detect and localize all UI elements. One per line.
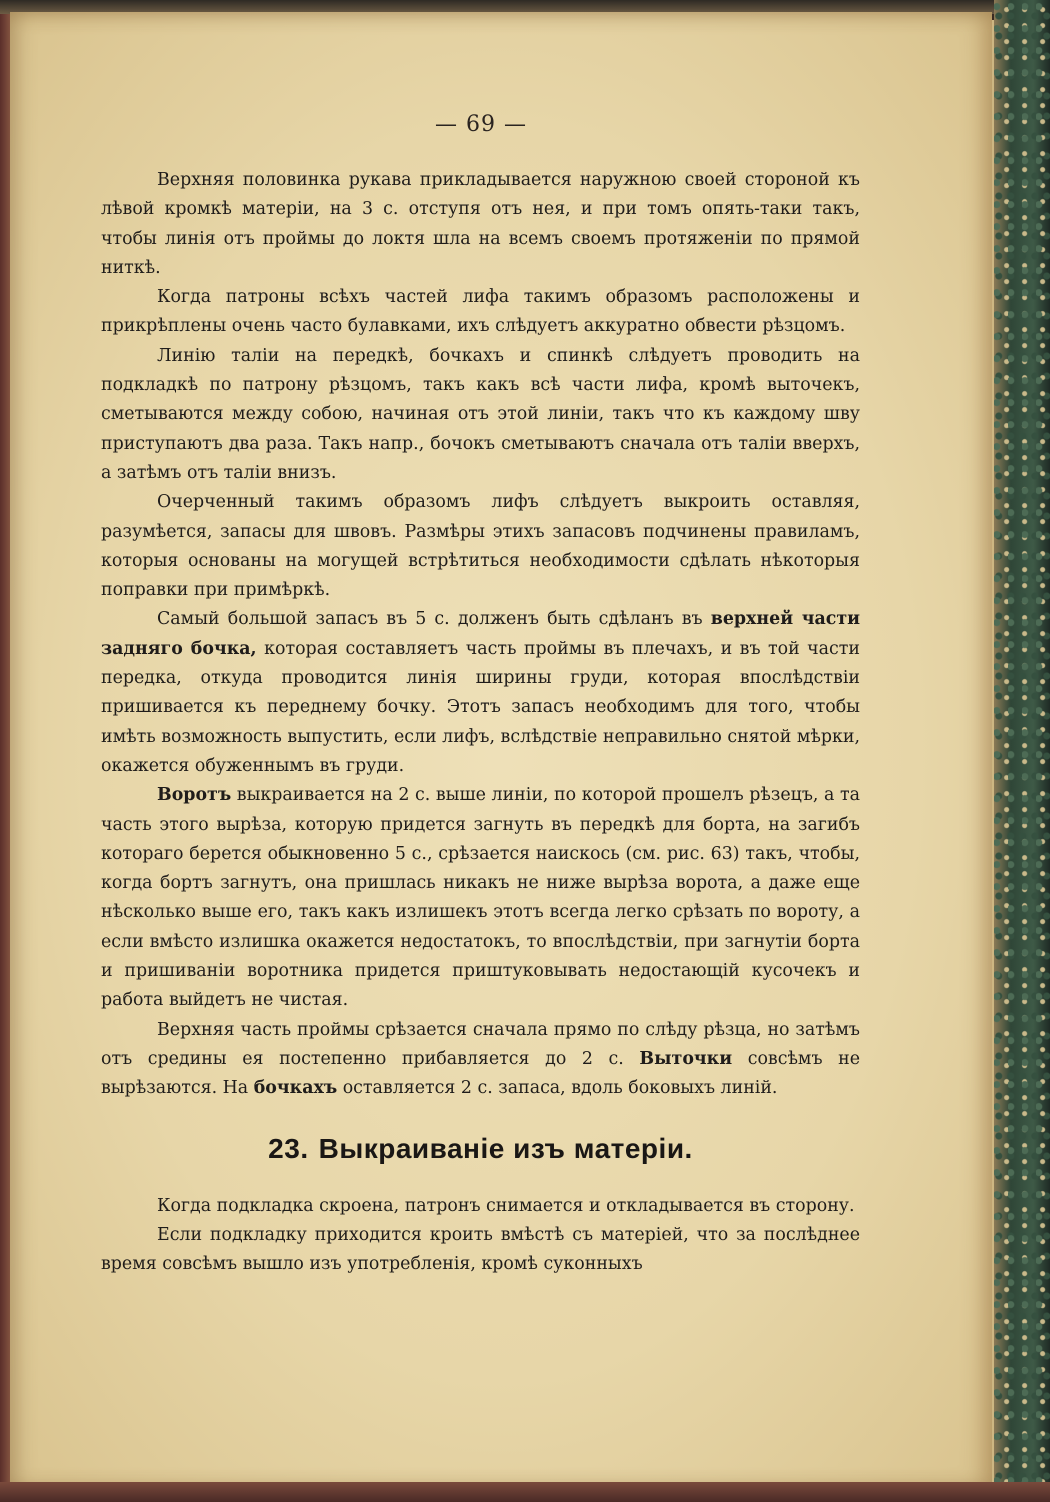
paragraph: Если подкладку приходится кроить вмѣстѣ съ матеріей, что за послѣднее время совсѣмъ вышло изъ употребленія, кромѣ суконныхъ xyxy=(101,1224,860,1275)
paragraph xyxy=(101,605,860,781)
text-run: которая составляетъ часть проймы въ плечахъ, и въ той части передка, откуда проводится линія ширины груди, которая впослѣдствіи пришивается къ переднему бочку. Этотъ запасъ необходимъ для того, чтобы имѣть возможность выпустить, если лифъ, вслѣдствіе неправильно снятой мѣрки, окажется обуженнымъ въ груди. xyxy=(101,638,861,776)
paragraph: Когда подкладка скроена, патронъ снимается и откладывается въ сторону. xyxy=(157,1195,855,1216)
text-run: Самый большой запасъ въ 5 с. долженъ быть сдѣланъ въ xyxy=(157,609,703,630)
bold-term: верхней части задняго бочка, xyxy=(101,609,861,659)
text-run: совсѣмъ не вырѣзаются. На xyxy=(101,1048,860,1099)
bold-term: Воротъ xyxy=(157,785,232,806)
section-number: 23. xyxy=(268,1132,309,1164)
text-run: Верхняя часть проймы срѣзается сначала прямо по слѣду рѣзца, но затѣмъ отъ средины ея постепенно прибавляется до 2 с. xyxy=(101,1019,860,1069)
paragraph xyxy=(101,781,860,1015)
text-run: выкраивается на 2 с. выше линіи, по которой прошелъ рѣзецъ, а та часть этого вырѣза, которую придется загнуть въ передкѣ для борта, на загибъ котораго берется обыкновенно 5 с., срѣзается наискось (см. рис. 63) такъ, чтобы, когда бортъ загнутъ, она пришлась никакъ не ниже вырѣза ворота, а даже еще нѣсколько выше его, такъ какъ излишекъ этотъ всегда легко срѣзать по вороту, а если вмѣсто излишка окажется недостатокъ, то впослѣдствіи, при загнутіи борта и пришиваніи воротника придется приштуковывать недостающій кусочекъ и работа выйдетъ не чистая. xyxy=(101,785,860,1011)
section-heading xyxy=(101,1128,860,1170)
bold-term: Выточки xyxy=(639,1048,733,1069)
marbled-cover-edge xyxy=(994,0,1050,1502)
body-text xyxy=(101,166,860,1279)
paragraph: Когда патроны всѣхъ частей лифа такимъ образомъ расположены и прикрѣплены очень часто булавками, ихъ слѣдуетъ аккуратно обвести рѣзцомъ. xyxy=(101,287,860,337)
paragraph xyxy=(101,1016,860,1104)
paragraph: Очерченный такимъ образомъ лифъ слѣдуетъ выкроить оставляя, разумѣется, запасы для швовъ. Размѣры этихъ запасовъ подчинены правиламъ, которыя основаны на могущей встрѣтиться необходимости сдѣлать нѣкоторыя поправки при примѣркѣ. xyxy=(101,492,860,601)
bottom-cover-edge xyxy=(0,1482,1050,1502)
section-title: Выкраиваніе изъ матеріи. xyxy=(318,1132,693,1164)
bold-term: бочкахъ xyxy=(253,1078,338,1099)
page-number: — 69 — xyxy=(435,112,527,137)
text-run: оставляется 2 с. запаса, вдоль боковыхъ линій. xyxy=(342,1078,778,1099)
paragraph: Линію таліи на передкѣ, бочкахъ и спинкѣ слѣдуетъ проводить на подкладкѣ по патрону рѣзцомъ, такъ какъ всѣ части лифа, кромѣ выточекъ, сметываются между собою, начиная отъ этой линіи, такъ что къ каждому шву приступаютъ два раза. Такъ напр., бочокъ сметываютъ сначала отъ таліи вверхъ, а затѣмъ отъ таліи внизъ. xyxy=(101,345,860,483)
paragraph: Верхняя половинка рукава прикладывается наружною своей стороной къ лѣвой кромкѣ матеріи, на 3 с. отступя отъ нея, и при томъ опять-таки такъ, чтобы линія отъ проймы до локтя шла на всемъ своемъ протяженіи по прямой ниткѣ. xyxy=(101,170,860,278)
